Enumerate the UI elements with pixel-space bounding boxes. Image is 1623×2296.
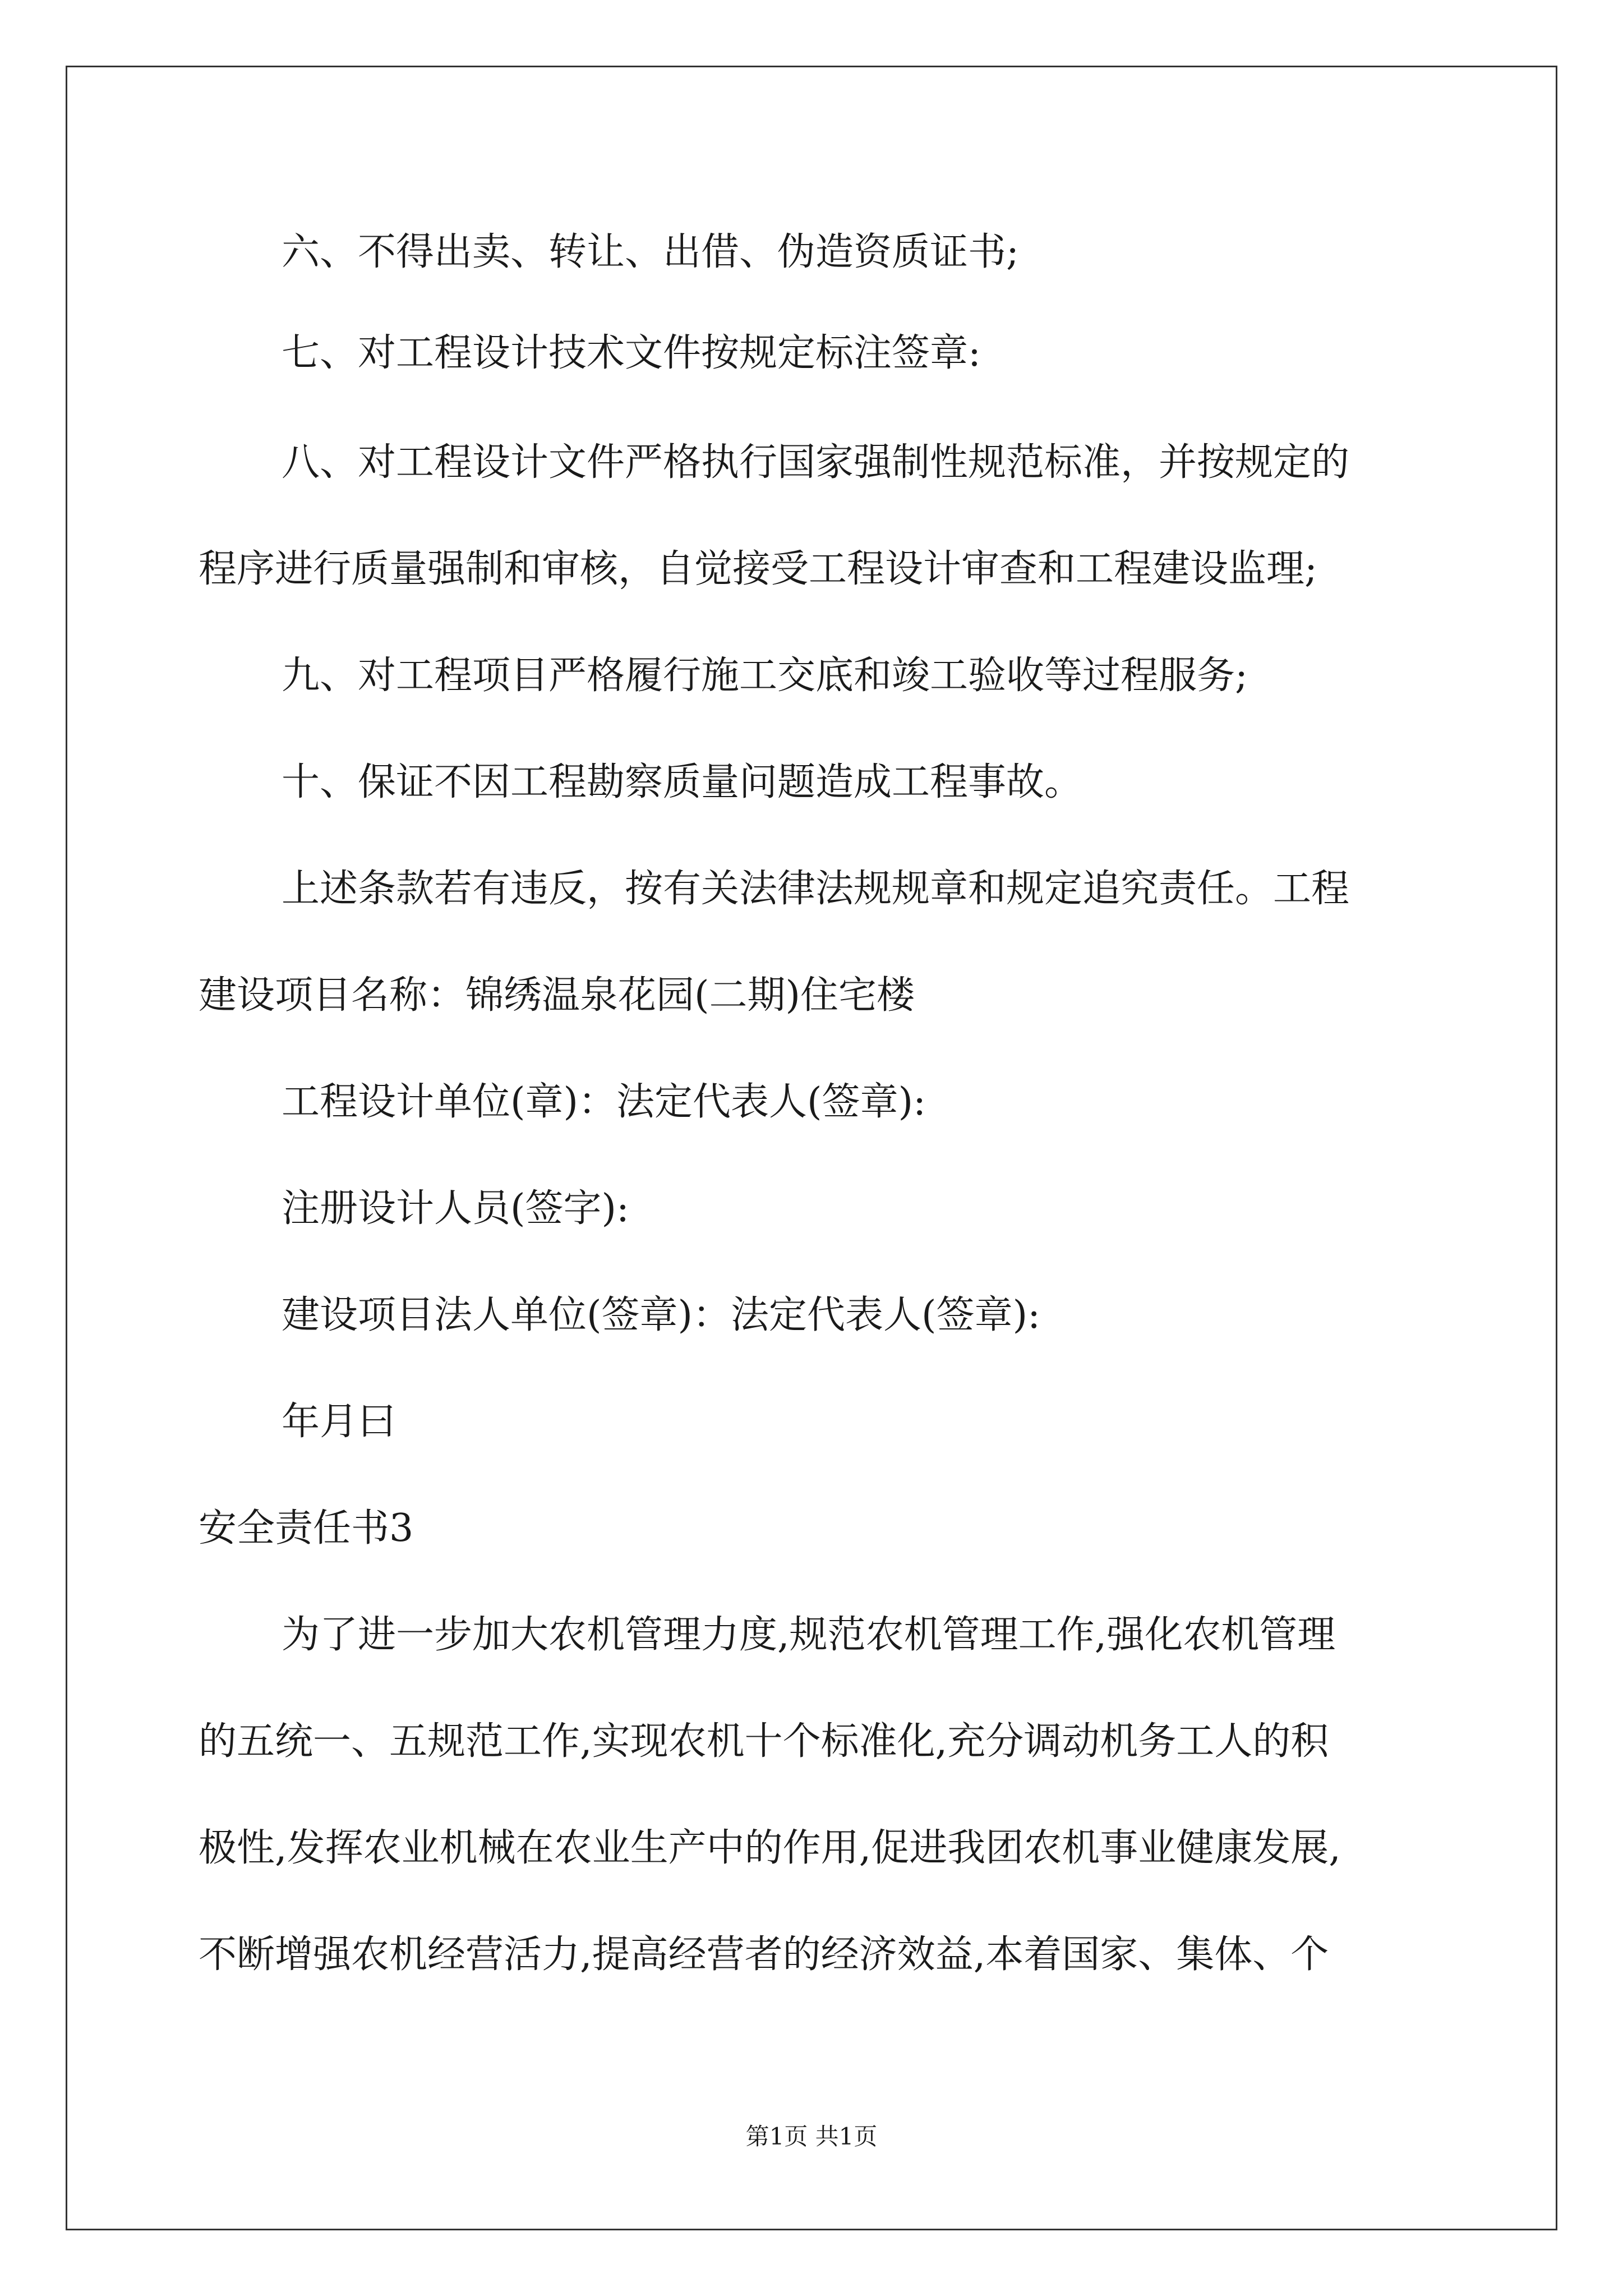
intro-line4: 不断增强农机经营活力,提高经营者的经济效益,本着国家、集体、个 [199,1932,1329,1977]
section-title: 安全责任书3 [199,1506,414,1550]
clause-seven: 七、对工程设计技术文件按规定标注签章: [282,331,981,375]
intro-line2: 的五统一、五规范工作,实现农机十个标准化,充分调动机务工人的积 [199,1719,1329,1764]
page-number: 第1页 共1页 [745,2123,878,2150]
registered-designer: 注册设计人员(签字): [282,1186,629,1231]
clause-six: 六、不得出卖、转让、出借、伪造资质证书; [282,230,1019,274]
clause-nine: 九、对工程项目严格履行施工交底和竣工验收等过程服务; [282,654,1248,698]
clause-eight-line1: 八、对工程设计文件严格执行国家强制性规范标准，并按规定的 [282,440,1350,485]
legal-entity-signature: 建设项目法人单位(签章)：法定代表人(签章): [282,1293,1041,1337]
design-unit-signature: 工程设计单位(章)：法定代表人(签章): [282,1080,926,1124]
intro-line3: 极性,发挥农业机械在农业生产中的作用,促进我团农机事业健康发展, [199,1826,1341,1870]
project-name-line: 建设项目名称：锦绣温泉花园(二期)住宅楼 [199,973,915,1018]
page-border [66,66,1557,2230]
clause-eight-line2: 程序进行质量强制和审核，自觉接受工程设计审查和工程建设监理; [199,547,1317,591]
intro-line1: 为了进一步加大农机管理力度,规范农机管理工作,强化农机管理 [282,1613,1336,1657]
clause-ten: 十、保证不因工程勘察质量问题造成工程事故。 [282,760,1083,804]
liability-line1: 上述条款若有违反，按有关法律法规规章和规定追究责任。工程 [282,867,1350,911]
date-line: 年月曰 [282,1400,396,1444]
